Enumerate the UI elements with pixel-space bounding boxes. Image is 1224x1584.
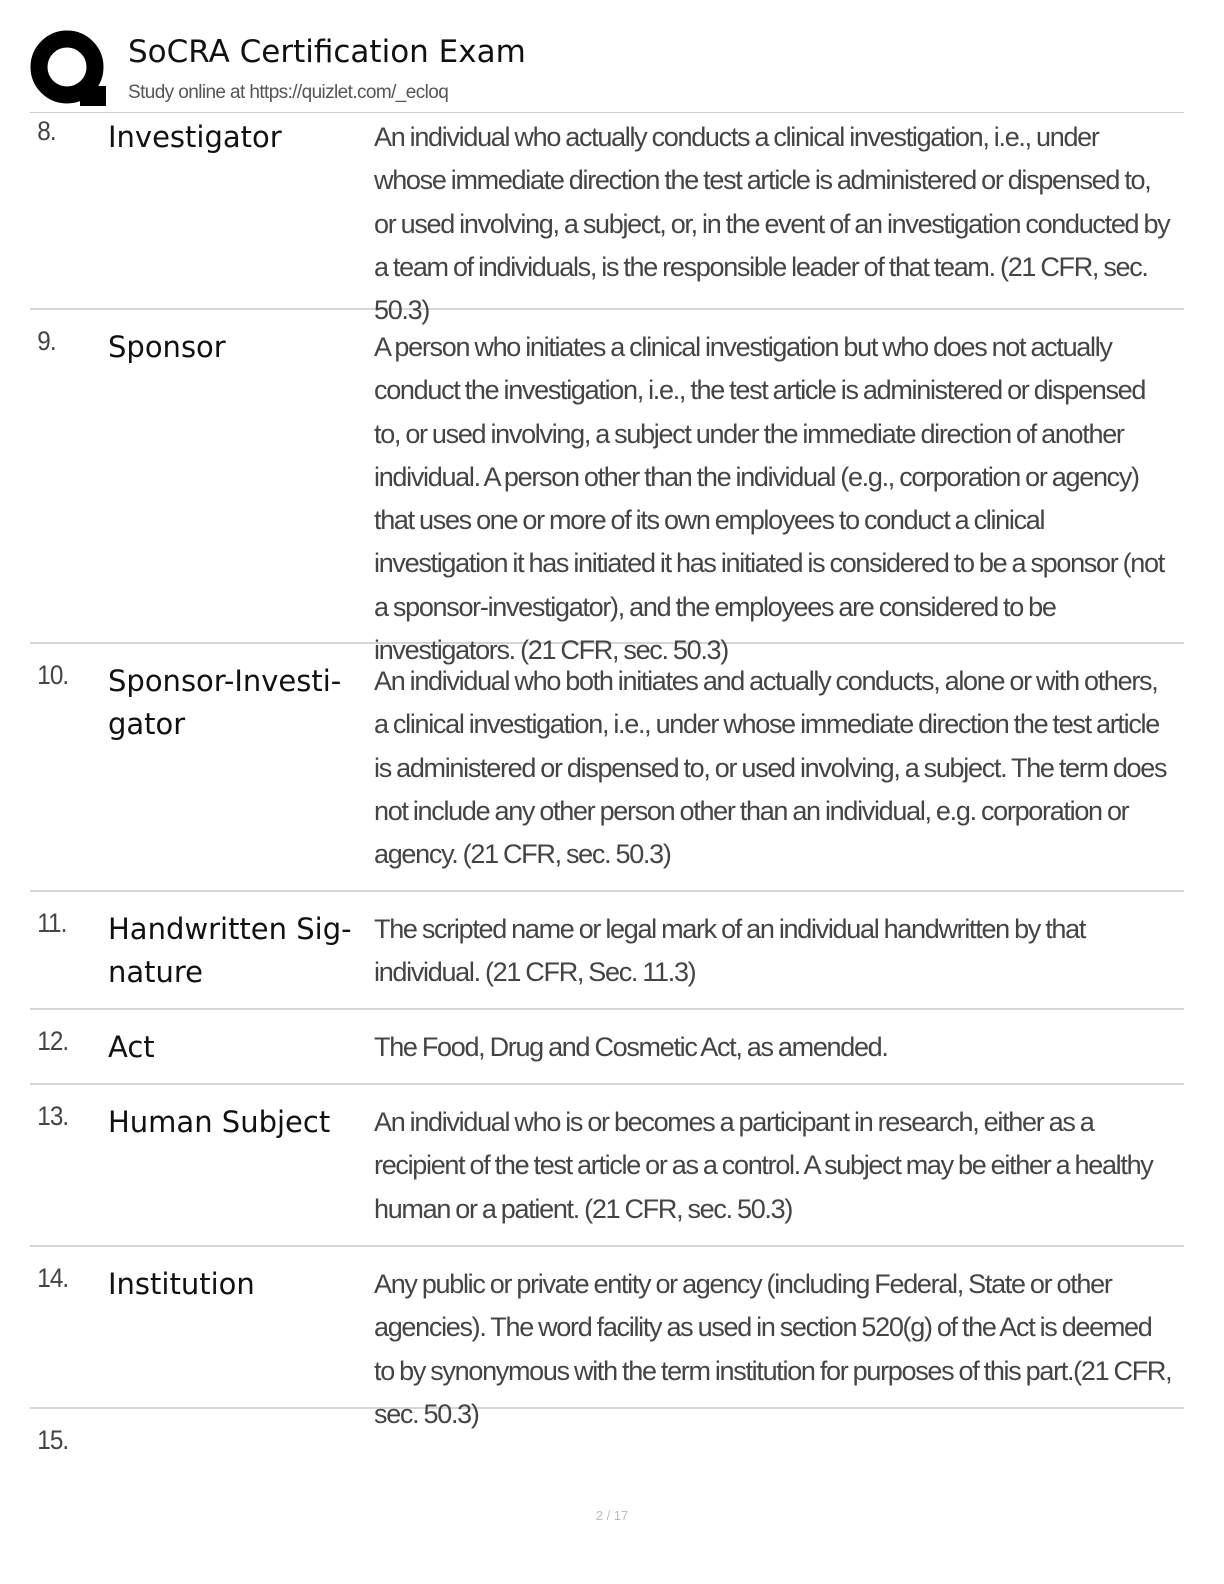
term-definition: The scripted name or legal mark of an individual handwritten by that individual. (21 CFR, Sec. 11.3) <box>374 914 1086 988</box>
term-list <box>30 114 1184 1479</box>
term-definition: An individual who actually conducts a clinical investigation, i.e., under whose immediate direction the test article is administered or dispensed to, or used involving, a subject, or, in the event of an investigation conducted by a team of individuals, is the responsible leader of that team. (21 CFR, sec. 50.3) <box>374 122 1170 326</box>
term-definition <box>374 1423 1184 1479</box>
term-number: 15. <box>37 1425 69 1455</box>
term-number: 14. <box>37 1263 69 1293</box>
term-row <box>30 1010 1184 1085</box>
term-title <box>108 1423 374 1479</box>
term-number: 12. <box>37 1026 69 1056</box>
term-definition: The Food, Drug and Cosmetic Act, as amended. <box>374 1032 888 1062</box>
term-row <box>30 644 1184 892</box>
document-title: SoCRA Certification Exam <box>128 34 526 70</box>
page-number: 2 / 17 <box>595 1508 629 1523</box>
term-title: Investigator <box>108 120 282 154</box>
term-row <box>30 1409 1184 1479</box>
term-title: Act <box>108 1030 155 1064</box>
term-definition: A person who initiates a clinical investigation but who does not actually conduct the investigation, i.e., the test article is administered or dispensed to, or used involving, a subject under the immediate direction of another individual. A person other than the individual (e.g., corporation or agency) that uses one or more of its own employees to conduct a clinical investigation it has initiated it has initiated is considered to be a sponsor (not a sponsor-investigator), and the employees are considered to be investigators. (21 CFR, sec. 50.3) <box>374 332 1164 666</box>
term-number: 11. <box>37 908 67 938</box>
page-header <box>30 30 1184 114</box>
term-title: Institution <box>108 1267 255 1301</box>
term-number: 10. <box>37 660 69 690</box>
term-definition: An individual who both initiates and actually conducts, alone or with others, a clinical investigation, i.e., under whose immediate direction the test article is administered or dispensed to, or used involving, a subject. The term does not include any other person other than an individual, e.g. corporation or agency. (21 CFR, sec. 50.3) <box>374 666 1167 870</box>
term-row <box>30 1085 1184 1247</box>
term-definition: An individual who is or becomes a participant in research, either as a recipient of the test article or as a control. A subject may be either a healthy human or a patient. (21 CFR, sec. 50.3) <box>374 1107 1153 1224</box>
study-online-link[interactable]: Study online at https://quizlet.com/_ecloq <box>128 82 449 103</box>
term-definition: Any public or private entity or agency (including Federal, State or other agencies). The word facility as used in section 520(g) of the Act is deemed to by synonymous with the term institution for purposes of this part.(21 CFR, sec. 50.3) <box>374 1269 1172 1429</box>
header-divider <box>30 112 1184 113</box>
term-title: Sponsor <box>108 330 226 364</box>
term-title: Handwritten Sig-nature <box>108 912 352 989</box>
term-number: 9. <box>37 326 56 356</box>
term-number: 13. <box>37 1101 69 1131</box>
term-row <box>30 892 1184 1010</box>
term-row <box>30 114 1184 326</box>
term-title: Sponsor-Investi-gator <box>108 664 342 741</box>
quizlet-q-logo-icon <box>30 30 108 108</box>
term-row <box>30 310 1184 666</box>
term-title: Human Subject <box>108 1105 331 1139</box>
term-row <box>30 1247 1184 1429</box>
term-number: 8. <box>37 116 56 146</box>
